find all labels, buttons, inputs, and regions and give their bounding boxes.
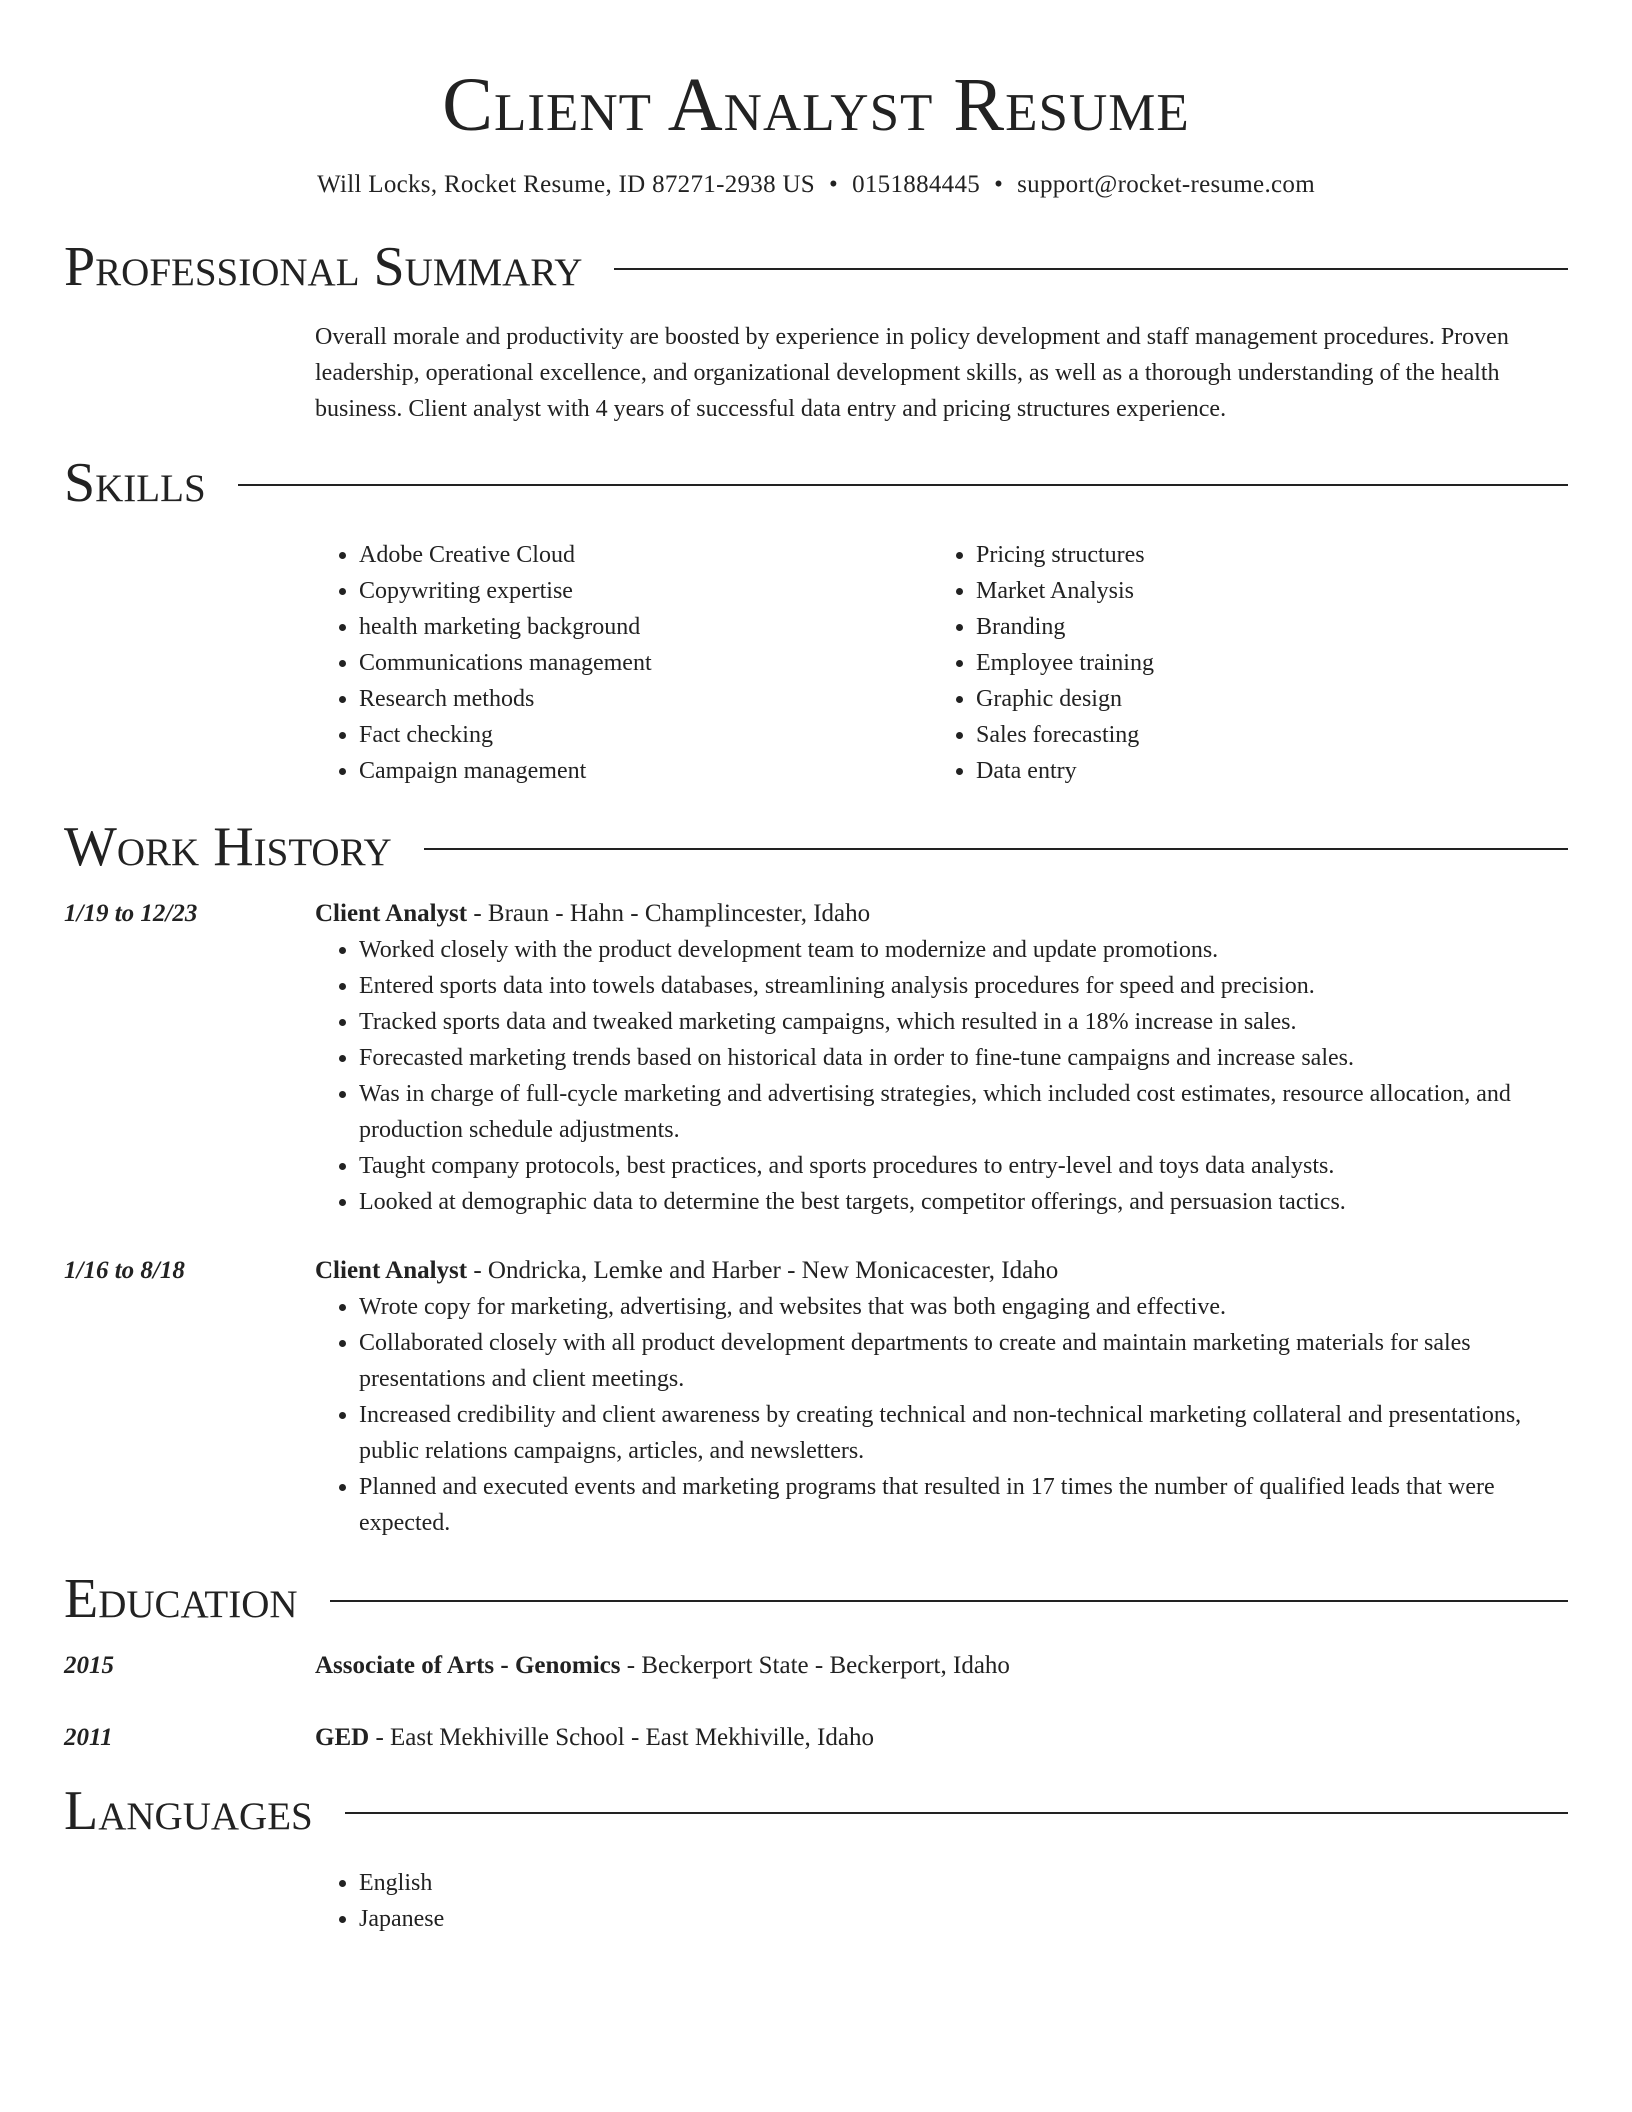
- contact-address: Will Locks, Rocket Resume, ID 87271-2938 US: [317, 171, 816, 198]
- education-entry: [64, 1720, 1568, 1756]
- job-bullets: [315, 932, 1568, 1220]
- job-entry: [64, 896, 1568, 1220]
- job-entry: [64, 1253, 1568, 1541]
- education-entry: [64, 1648, 1568, 1684]
- skills-column-left: [315, 537, 932, 789]
- education-year: 2015: [64, 1652, 114, 1679]
- summary-section-header: [64, 232, 1568, 302]
- section-divider: [330, 1600, 1568, 1602]
- skill-item: • Market Analysis: [976, 573, 1549, 609]
- job-bullet: • Planned and executed events and marketing programs that resulted in 17 times the number of qualified leads that were expected.: [359, 1469, 1568, 1541]
- job-bullet: • Looked at demographic data to determine the best targets, competitor offerings, and persuasion tactics.: [359, 1184, 1568, 1220]
- skill-item: • Fact checking: [359, 717, 932, 753]
- section-divider: [238, 484, 1568, 486]
- summary-heading: Professional Summary: [64, 236, 583, 298]
- skill-item: • Adobe Creative Cloud: [359, 537, 932, 573]
- section-divider: [345, 1812, 1568, 1814]
- skill-item: • health marketing background: [359, 609, 932, 645]
- education-header: [315, 1720, 1568, 1756]
- job-dates: 1/16 to 8/18: [64, 1257, 185, 1284]
- contact-line: [64, 168, 1568, 202]
- work-section-header: [64, 812, 1568, 882]
- job-details: [315, 1253, 1568, 1541]
- contact-phone: 0151884445: [852, 171, 981, 198]
- education-details: [315, 1648, 1568, 1684]
- contact-separator: •: [994, 171, 1004, 198]
- job-bullet: • Forecasted marketing trends based on historical data in order to fine-tune campaigns and increase sales.: [359, 1040, 1568, 1076]
- education-heading: Education: [64, 1568, 298, 1630]
- job-bullet: • Worked closely with the product development team to modernize and update promotions.: [359, 932, 1568, 968]
- languages-body: [315, 1865, 1568, 1937]
- job-bullet: • Was in charge of full-cycle marketing and advertising strategies, which included cost estimates, resource allocation, and production schedule adjustments.: [359, 1076, 1568, 1148]
- education-degree: GED: [315, 1724, 370, 1751]
- job-role: Client Analyst: [315, 1257, 468, 1284]
- education-header: [315, 1648, 1568, 1684]
- section-divider: [424, 848, 1568, 850]
- skill-item: • Data entry: [976, 753, 1549, 789]
- skills-heading: Skills: [64, 452, 206, 514]
- job-bullets: [315, 1289, 1568, 1541]
- skill-item: • Branding: [976, 609, 1549, 645]
- work-heading: Work History: [64, 816, 392, 878]
- section-divider: [614, 268, 1568, 270]
- skills-list-right: [932, 537, 1549, 789]
- skill-item: • Copywriting expertise: [359, 573, 932, 609]
- skills-section-header: [64, 448, 1568, 518]
- skills-body: [315, 537, 1568, 789]
- job-bullet: • Collaborated closely with all product development departments to create and maintain marketing materials for sales presentations and client meetings.: [359, 1325, 1568, 1397]
- summary-body: [315, 319, 1568, 427]
- skill-item: • Graphic design: [976, 681, 1549, 717]
- contact-email[interactable]: support@rocket-resume.com: [1017, 171, 1315, 198]
- job-bullet: • Taught company protocols, best practices, and sports procedures to entry-level and toys data analysts.: [359, 1148, 1568, 1184]
- education-details: [315, 1720, 1568, 1756]
- job-role: Client Analyst: [315, 900, 468, 927]
- job-bullet: • Wrote copy for marketing, advertising, and websites that was both engaging and effective.: [359, 1289, 1568, 1325]
- education-school: - Beckerport State - Beckerport, Idaho: [620, 1652, 1010, 1679]
- education-year: 2011: [64, 1724, 113, 1751]
- contact-separator: •: [829, 171, 839, 198]
- resume-title: Client Analyst Resume: [442, 63, 1190, 147]
- education-section-header: [64, 1564, 1568, 1634]
- job-details: [315, 896, 1568, 1220]
- languages-list: [315, 1865, 1568, 1937]
- skills-column-right: [932, 537, 1549, 789]
- education-school: - East Mekhiville School - East Mekhiville, Idaho: [369, 1724, 874, 1751]
- languages-heading: Languages: [64, 1780, 313, 1842]
- skill-item: • Research methods: [359, 681, 932, 717]
- job-bullet: • Entered sports data into towels databases, streamlining analysis procedures for speed and precision.: [359, 968, 1568, 1004]
- language-item: • Japanese: [359, 1901, 1568, 1937]
- education-degree: Associate of Arts - Genomics: [315, 1652, 621, 1679]
- summary-text: Overall morale and productivity are boosted by experience in policy development and staff management procedures. Proven leadership, operational excellence, and organizational development skills, as well as a thorough understanding of the health business. Client analyst with 4 years of successful data entry and pricing structures experience.: [315, 324, 1509, 422]
- skills-list-left: [315, 537, 932, 789]
- skill-item: • Pricing structures: [976, 537, 1549, 573]
- job-company: - Ondricka, Lemke and Harber - New Monicacester, Idaho: [467, 1257, 1059, 1284]
- job-header: [315, 1253, 1568, 1289]
- job-dates: 1/19 to 12/23: [64, 900, 198, 927]
- language-item: • English: [359, 1865, 1568, 1901]
- job-company: - Braun - Hahn - Champlincester, Idaho: [467, 900, 871, 927]
- languages-section-header: [64, 1776, 1568, 1846]
- job-bullet: • Tracked sports data and tweaked marketing campaigns, which resulted in a 18% increase in sales.: [359, 1004, 1568, 1040]
- skill-item: • Employee training: [976, 645, 1549, 681]
- skill-item: • Sales forecasting: [976, 717, 1549, 753]
- skill-item: • Campaign management: [359, 753, 932, 789]
- job-bullet: • Increased credibility and client awareness by creating technical and non-technical marketing collateral and presentations, public relations campaigns, articles, and newsletters.: [359, 1397, 1568, 1469]
- job-header: [315, 896, 1568, 932]
- skills-grid: [315, 537, 1568, 789]
- skill-item: • Communications management: [359, 645, 932, 681]
